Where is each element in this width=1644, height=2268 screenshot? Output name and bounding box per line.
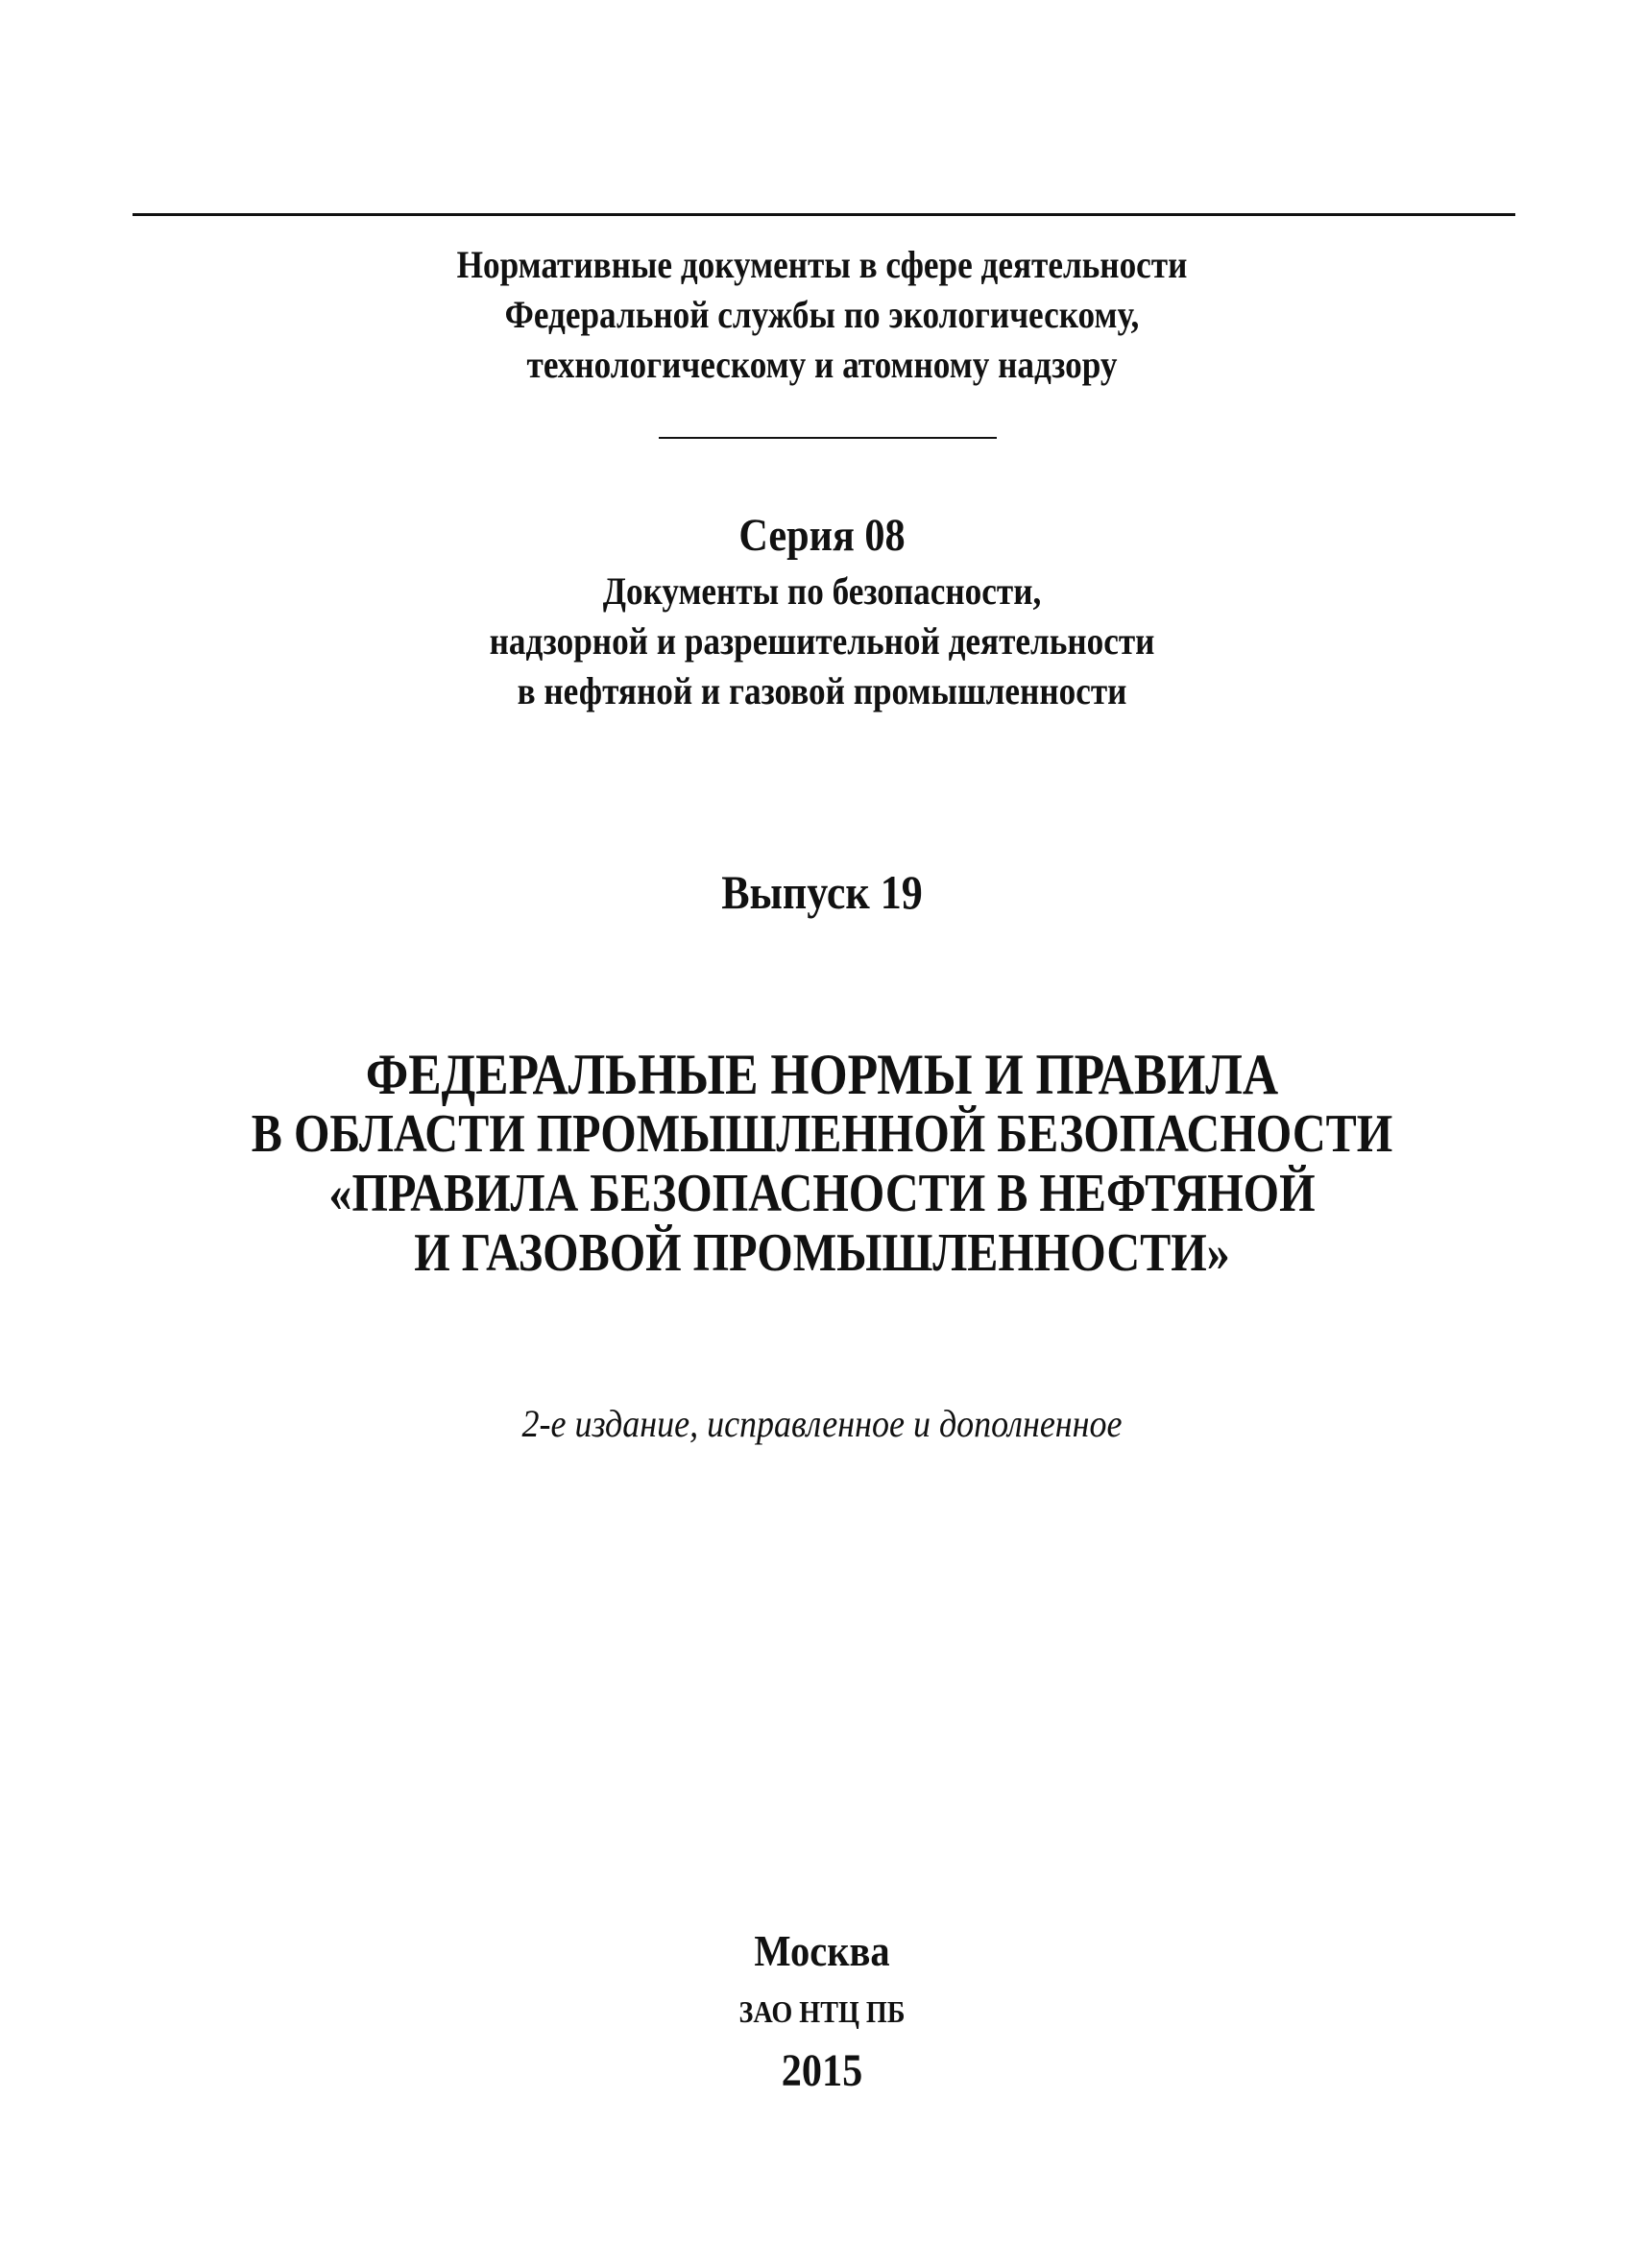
top-divider <box>133 213 1515 216</box>
issue-title-text: Выпуск 19 <box>721 865 923 919</box>
imprint-publisher <box>99 1991 1546 2032</box>
series-description-line: Документы по безопасности, <box>602 569 1042 613</box>
imprint-publisher-text: ЗАО НТЦ ПБ <box>738 1994 906 2029</box>
header-line: технологическому и атомному надзору <box>526 343 1118 386</box>
edition-note <box>83 1400 1562 1448</box>
imprint-year-text: 2015 <box>781 2045 863 2096</box>
document-title <box>115 1045 1529 1283</box>
header-line: Федеральной службы по экологическому, <box>504 293 1140 336</box>
series-description <box>99 567 1546 716</box>
document-title-line: «ПРАВИЛА БЕЗОПАСНОСТИ В НЕФТЯНОЙ <box>328 1164 1316 1223</box>
document-title-line: ФЕДЕРАЛЬНЫЕ НОРМЫ И ПРАВИЛА <box>365 1043 1279 1106</box>
imprint-year <box>99 2043 1546 2099</box>
series-description-line: в нефтяной и газовой промышленности <box>517 669 1127 712</box>
series-title-text: Серия 08 <box>738 510 906 561</box>
document-title-line: И ГАЗОВОЙ ПРОМЫШЛЕННОСТИ» <box>414 1223 1230 1283</box>
header-line: Нормативные документы в сфере деятельности <box>456 243 1188 286</box>
imprint-city <box>99 1924 1546 1978</box>
imprint-city-text: Москва <box>754 1926 890 1975</box>
document-title-line: В ОБЛАСТИ ПРОМЫШЛЕННОЙ БЕЗОПАСНОСТИ <box>251 1104 1393 1164</box>
series-title <box>99 507 1546 565</box>
regulatory-header <box>99 240 1546 390</box>
series-description-line: надзорной и разрешительной деятельности <box>489 619 1155 663</box>
edition-text: 2-е издание, исправленное и дополненное <box>521 1402 1123 1445</box>
header-divider <box>659 437 997 439</box>
issue-title <box>99 862 1546 922</box>
